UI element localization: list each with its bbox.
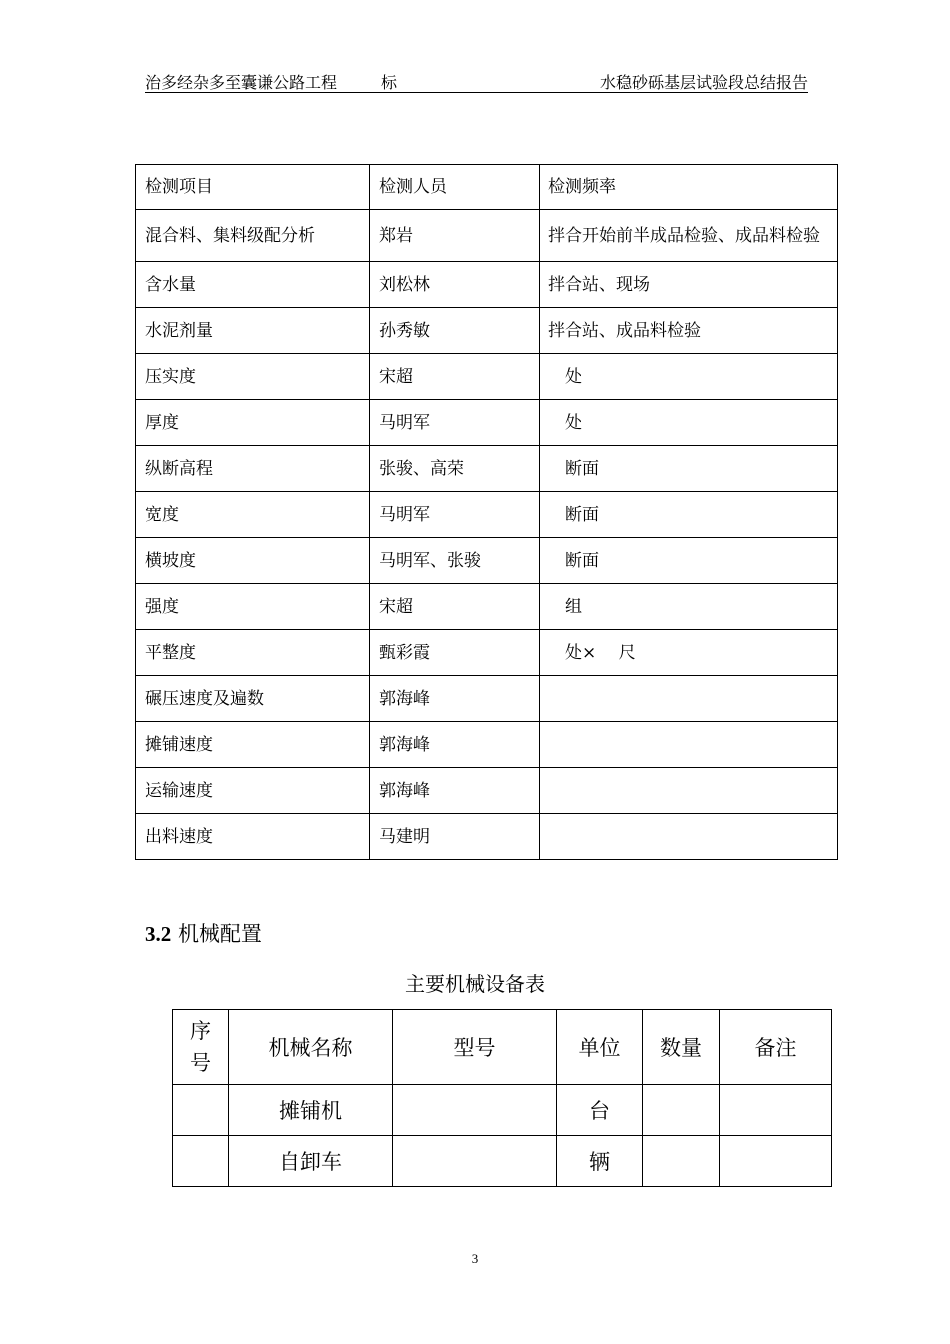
table-cell: 孙秀敏 (370, 308, 540, 354)
table-cell: 处 (540, 400, 838, 446)
page-number: 3 (471, 1251, 479, 1266)
table-row (136, 676, 838, 722)
table-cell: 宋超 (370, 354, 540, 400)
table-cell: 碾压速度及遍数 (136, 676, 370, 722)
table-row (173, 1085, 832, 1136)
section-number: 3.2 (145, 922, 172, 946)
table-cell: 郭海峰 (370, 768, 540, 814)
table-cell: 断面 (540, 492, 838, 538)
column-header: 检测项目 (136, 165, 370, 210)
table-cell (393, 1136, 557, 1187)
table-cell (173, 1085, 229, 1136)
table-row (136, 210, 838, 262)
table-cell: 摊铺机 (229, 1085, 393, 1136)
header-section-mark: 标 (381, 73, 398, 92)
table-cell: 纵断高程 (136, 446, 370, 492)
table-cell (540, 676, 838, 722)
table-header-row (173, 1010, 832, 1085)
table-row (136, 308, 838, 354)
table-cell: 摊铺速度 (136, 722, 370, 768)
table-cell: 组 (540, 584, 838, 630)
column-header (720, 1010, 832, 1085)
column-header (173, 1010, 229, 1085)
table-cell (643, 1085, 720, 1136)
table-cell: 水泥剂量 (136, 308, 370, 354)
column-header-label: 机械名称 (268, 1036, 353, 1060)
section-title: 机械配置 (177, 922, 262, 946)
table-cell: 拌合开始前半成品检验、成品料检验 (540, 210, 838, 262)
table-row (136, 492, 838, 538)
table-cell: 混合料、集料级配分析 (136, 210, 370, 262)
table-cell: 含水量 (136, 262, 370, 308)
table-cell: 压实度 (136, 354, 370, 400)
table-cell (540, 722, 838, 768)
header-project-name: 治多经杂多至囊谦公路工程 (145, 73, 338, 92)
column-header-label: 单位 (578, 1036, 621, 1060)
table-cell: 断面 (540, 538, 838, 584)
header-report-title: 水稳砂砾基层试验段总结报告 (599, 73, 808, 92)
table-row (136, 354, 838, 400)
column-header-label: 数量 (660, 1036, 702, 1060)
table-row (136, 722, 838, 768)
column-header-label: 型号 (453, 1036, 496, 1060)
table-cell: 甄彩霞 (370, 630, 540, 676)
section-heading (145, 918, 262, 948)
table-row (136, 262, 838, 308)
column-header: 检测人员 (370, 165, 540, 210)
table-cell: 台 (557, 1085, 643, 1136)
table-cell: 马明军 (370, 400, 540, 446)
column-header: 检测频率 (540, 165, 838, 210)
column-header (393, 1010, 557, 1085)
table-cell (540, 814, 838, 860)
equipment-table-caption: 主要机械设备表 (405, 972, 545, 996)
table-cell (173, 1136, 229, 1187)
table-cell: 断面 (540, 446, 838, 492)
table-cell: 辆 (557, 1136, 643, 1187)
table-cell: 拌合站、现场 (540, 262, 838, 308)
table-cell (540, 768, 838, 814)
table-cell: 郑岩 (370, 210, 540, 262)
table-cell: 郭海峰 (370, 676, 540, 722)
table-row (136, 584, 838, 630)
equipment-table (172, 1009, 832, 1187)
table-cell: 宋超 (370, 584, 540, 630)
table-cell: 宽度 (136, 492, 370, 538)
table-row (173, 1136, 832, 1187)
column-header-label: 序号 (190, 1019, 211, 1075)
table-row (136, 630, 838, 676)
table-cell: 郭海峰 (370, 722, 540, 768)
page-header (145, 70, 808, 93)
column-header-label: 备注 (754, 1036, 797, 1060)
table-cell: 横坡度 (136, 538, 370, 584)
table-row (136, 446, 838, 492)
table-row (136, 768, 838, 814)
table-row (136, 400, 838, 446)
table-cell: 强度 (136, 584, 370, 630)
table-cell: 马明军 (370, 492, 540, 538)
inspection-staff-table (135, 164, 838, 860)
table-cell: 处× 尺 (540, 630, 838, 676)
column-header (557, 1010, 643, 1085)
table-cell (720, 1136, 832, 1187)
table-cell: 自卸车 (229, 1136, 393, 1187)
table-row (136, 814, 838, 860)
table-cell: 刘松林 (370, 262, 540, 308)
table-row (136, 538, 838, 584)
table-cell: 张骏、高荣 (370, 446, 540, 492)
table-cell: 出料速度 (136, 814, 370, 860)
table-cell: 运输速度 (136, 768, 370, 814)
table-cell (393, 1085, 557, 1136)
column-header (643, 1010, 720, 1085)
table-cell: 厚度 (136, 400, 370, 446)
table-cell (643, 1136, 720, 1187)
table-cell (720, 1085, 832, 1136)
table-header-row (136, 165, 838, 210)
table-cell: 处 (540, 354, 838, 400)
column-header (229, 1010, 393, 1085)
table-cell: 平整度 (136, 630, 370, 676)
table-cell: 马明军、张骏 (370, 538, 540, 584)
table-cell: 马建明 (370, 814, 540, 860)
table-cell: 拌合站、成品料检验 (540, 308, 838, 354)
